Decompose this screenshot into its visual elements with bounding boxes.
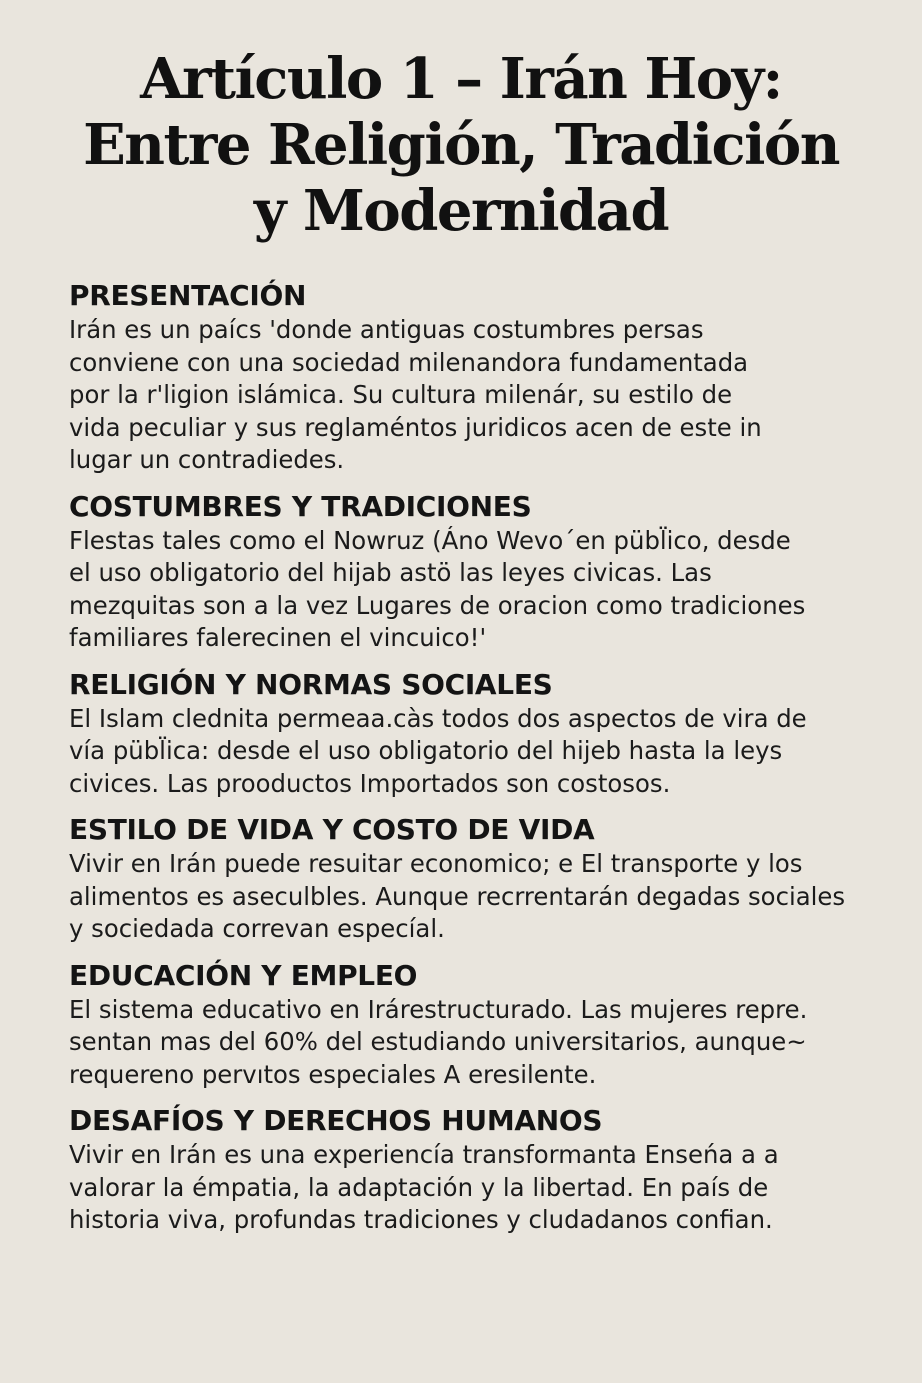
body-line: El Islam clednita permeaa.càs todos dos aspectos de vira de	[69, 703, 807, 733]
article-title	[40, 46, 882, 244]
section-heading: DESAFÍOS Y DERECHOS HUMANOS	[69, 1104, 603, 1137]
section-presentacion	[69, 278, 869, 477]
section-heading: ESTILO DE VIDA Y COSTO DE VIDA	[69, 813, 595, 846]
body-line: y sociedada correvan especíal.	[69, 914, 445, 943]
section-heading: EDUCACIÓN Y EMPLEO	[69, 958, 418, 992]
body-line: lugar un contradiedes.	[69, 445, 345, 474]
section-body	[69, 994, 869, 1092]
body-line: por la r'ligion islámica. Su cultura milenár, su estilo de	[69, 380, 733, 409]
body-line: civices. Las prooductos Importados son costosos.	[69, 768, 671, 798]
section-educacion	[69, 958, 869, 1092]
body-line: el uso obligatorio del hijab astö las leyes civicas. Las	[69, 558, 712, 587]
section-body	[69, 703, 869, 801]
section-heading: PRESENTACIÓN	[69, 279, 307, 312]
body-line: El sistema educativo en Irárestructurado. Las mujeres repre.	[69, 994, 808, 1024]
body-line: Vivir en Irán es una experiencía transformanta Enseńa a a	[69, 1140, 779, 1169]
title-line: Artículo 1 – Irán Hoy:	[140, 46, 782, 112]
section-body	[69, 314, 869, 477]
section-heading: RELIGIÓN Y NORMAS SOCIALES	[69, 667, 553, 701]
section-estilo-vida	[69, 812, 869, 946]
body-line: valorar la émpatia, la adaptación y la libertad. En país de	[69, 1172, 769, 1202]
section-religion	[69, 667, 869, 801]
body-line: sentan mas del 60% del estudiando universitarios, aunque~	[69, 1027, 807, 1056]
body-line: mezquitas son a la vez Lugares de oracion como tradiciones	[69, 590, 806, 620]
body-line: Flestas tales como el Nowruz (Áno Wevo´en pübl̈ico, desde	[69, 525, 791, 555]
body-line: historia viva, profundas tradiciones y cludadanos confian.	[69, 1205, 773, 1234]
section-body	[69, 1139, 869, 1237]
body-line: requereno pervıtos especiales A eresilente.	[69, 1059, 597, 1089]
body-line: vía pübl̈ica: desde el uso obligatorio del hijeb hasta la leys	[69, 736, 783, 765]
body-line: familiares falerecinen el vincuico!'	[69, 623, 487, 652]
section-body	[69, 848, 869, 946]
body-line: Irán es un paícs 'donde antiguas costumbres persas	[69, 315, 704, 344]
section-desafios	[69, 1103, 869, 1237]
title-line: Entre Religión, Tradición	[83, 112, 839, 178]
section-costumbres	[69, 489, 869, 655]
body-line: conviene con una sociedad milenandora fundamentada	[69, 347, 749, 377]
body-line: alimentos es aseculbles. Aunque recrrentarán degadas sociales	[69, 881, 846, 911]
section-heading: COSTUMBRES Y TRADICIONES	[69, 489, 532, 523]
article-sections	[69, 278, 869, 1249]
body-line: vida peculiar y sus reglaméntos juridicos acen de este in	[69, 412, 762, 442]
body-line: Vivir en Irán puede resuitar economico; e El transporte y los	[69, 849, 803, 878]
section-body	[69, 525, 869, 655]
title-line: y Modernidad	[253, 178, 669, 244]
